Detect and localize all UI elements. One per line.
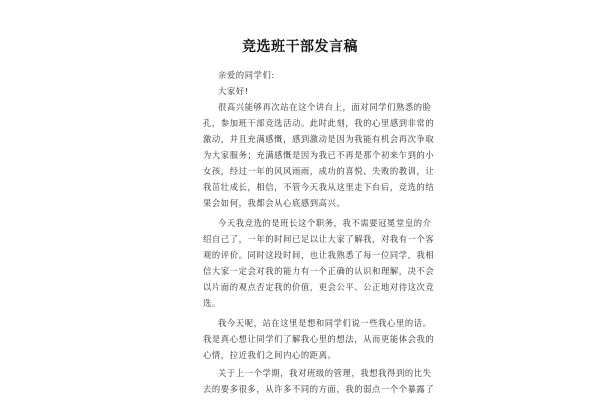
paragraph-line: 去的要多很多，从许多不同的方面，我的弱点一个个暴露了 [203, 384, 435, 394]
hello-line: 大家好! [218, 86, 249, 96]
paragraph-line: 选。 [203, 298, 221, 308]
document-title: 竞选班干部发言稿 [242, 39, 358, 55]
paragraph-line: 观的评价。同时这段时间，也让我熟悉了每一位同学，我相 [203, 250, 435, 260]
paragraph-line: 绍自己了，一年的时间已足以让大家了解我，对我有一个客 [203, 234, 435, 244]
greeting: 亲爱的同学们: [218, 70, 275, 80]
paragraph-line: 心情，拉近我们之间内心的距离。 [203, 350, 337, 360]
paragraph-line: 很高兴能够再次站在这个讲台上，面对同学们熟悉的脸 [218, 102, 432, 112]
paragraph-line: 孔，参加班干部竞选活动。此时此刻，我的心里感到非常的 [203, 118, 435, 128]
paragraph-line: 为大家服务；充满感慨是因为我已不再是那个初来乍到的小 [203, 150, 435, 160]
paragraph-line: 我今天呢，站在这里是想和同学们说一些我心里的话。 [218, 318, 432, 328]
paragraph-line: 我是真心想让同学们了解我心里的想法，从而更能体会我的 [203, 334, 435, 344]
paragraph-line: 果会如何，我都会从心底感到高兴。 [203, 198, 346, 208]
paragraph-line: 信大家一定会对我的能力有一个正确的认识和理解，决不会 [203, 266, 435, 276]
paragraph-line: 女孩，经过一年的风风雨雨，成功的喜悦、失败的教训，让 [203, 166, 435, 176]
paragraph-line: 今天我竞选的是班长这个职务，我不需要冠冕堂皇的介 [218, 218, 432, 228]
paragraph-line: 我茁壮成长，相信，不管今天我从这里走下台后，竞选的结 [203, 182, 435, 192]
paragraph-line: 激动，并且充满感慨，感到激动是因为我能有机会再次争取 [203, 134, 435, 144]
paragraph-line: 以片面的观点否定我的价值，更会公平、公正地对待这次竞 [203, 282, 435, 292]
paragraph-line: 关于上一个学期，我对班级的管理，我想我得到的比失 [218, 368, 432, 378]
